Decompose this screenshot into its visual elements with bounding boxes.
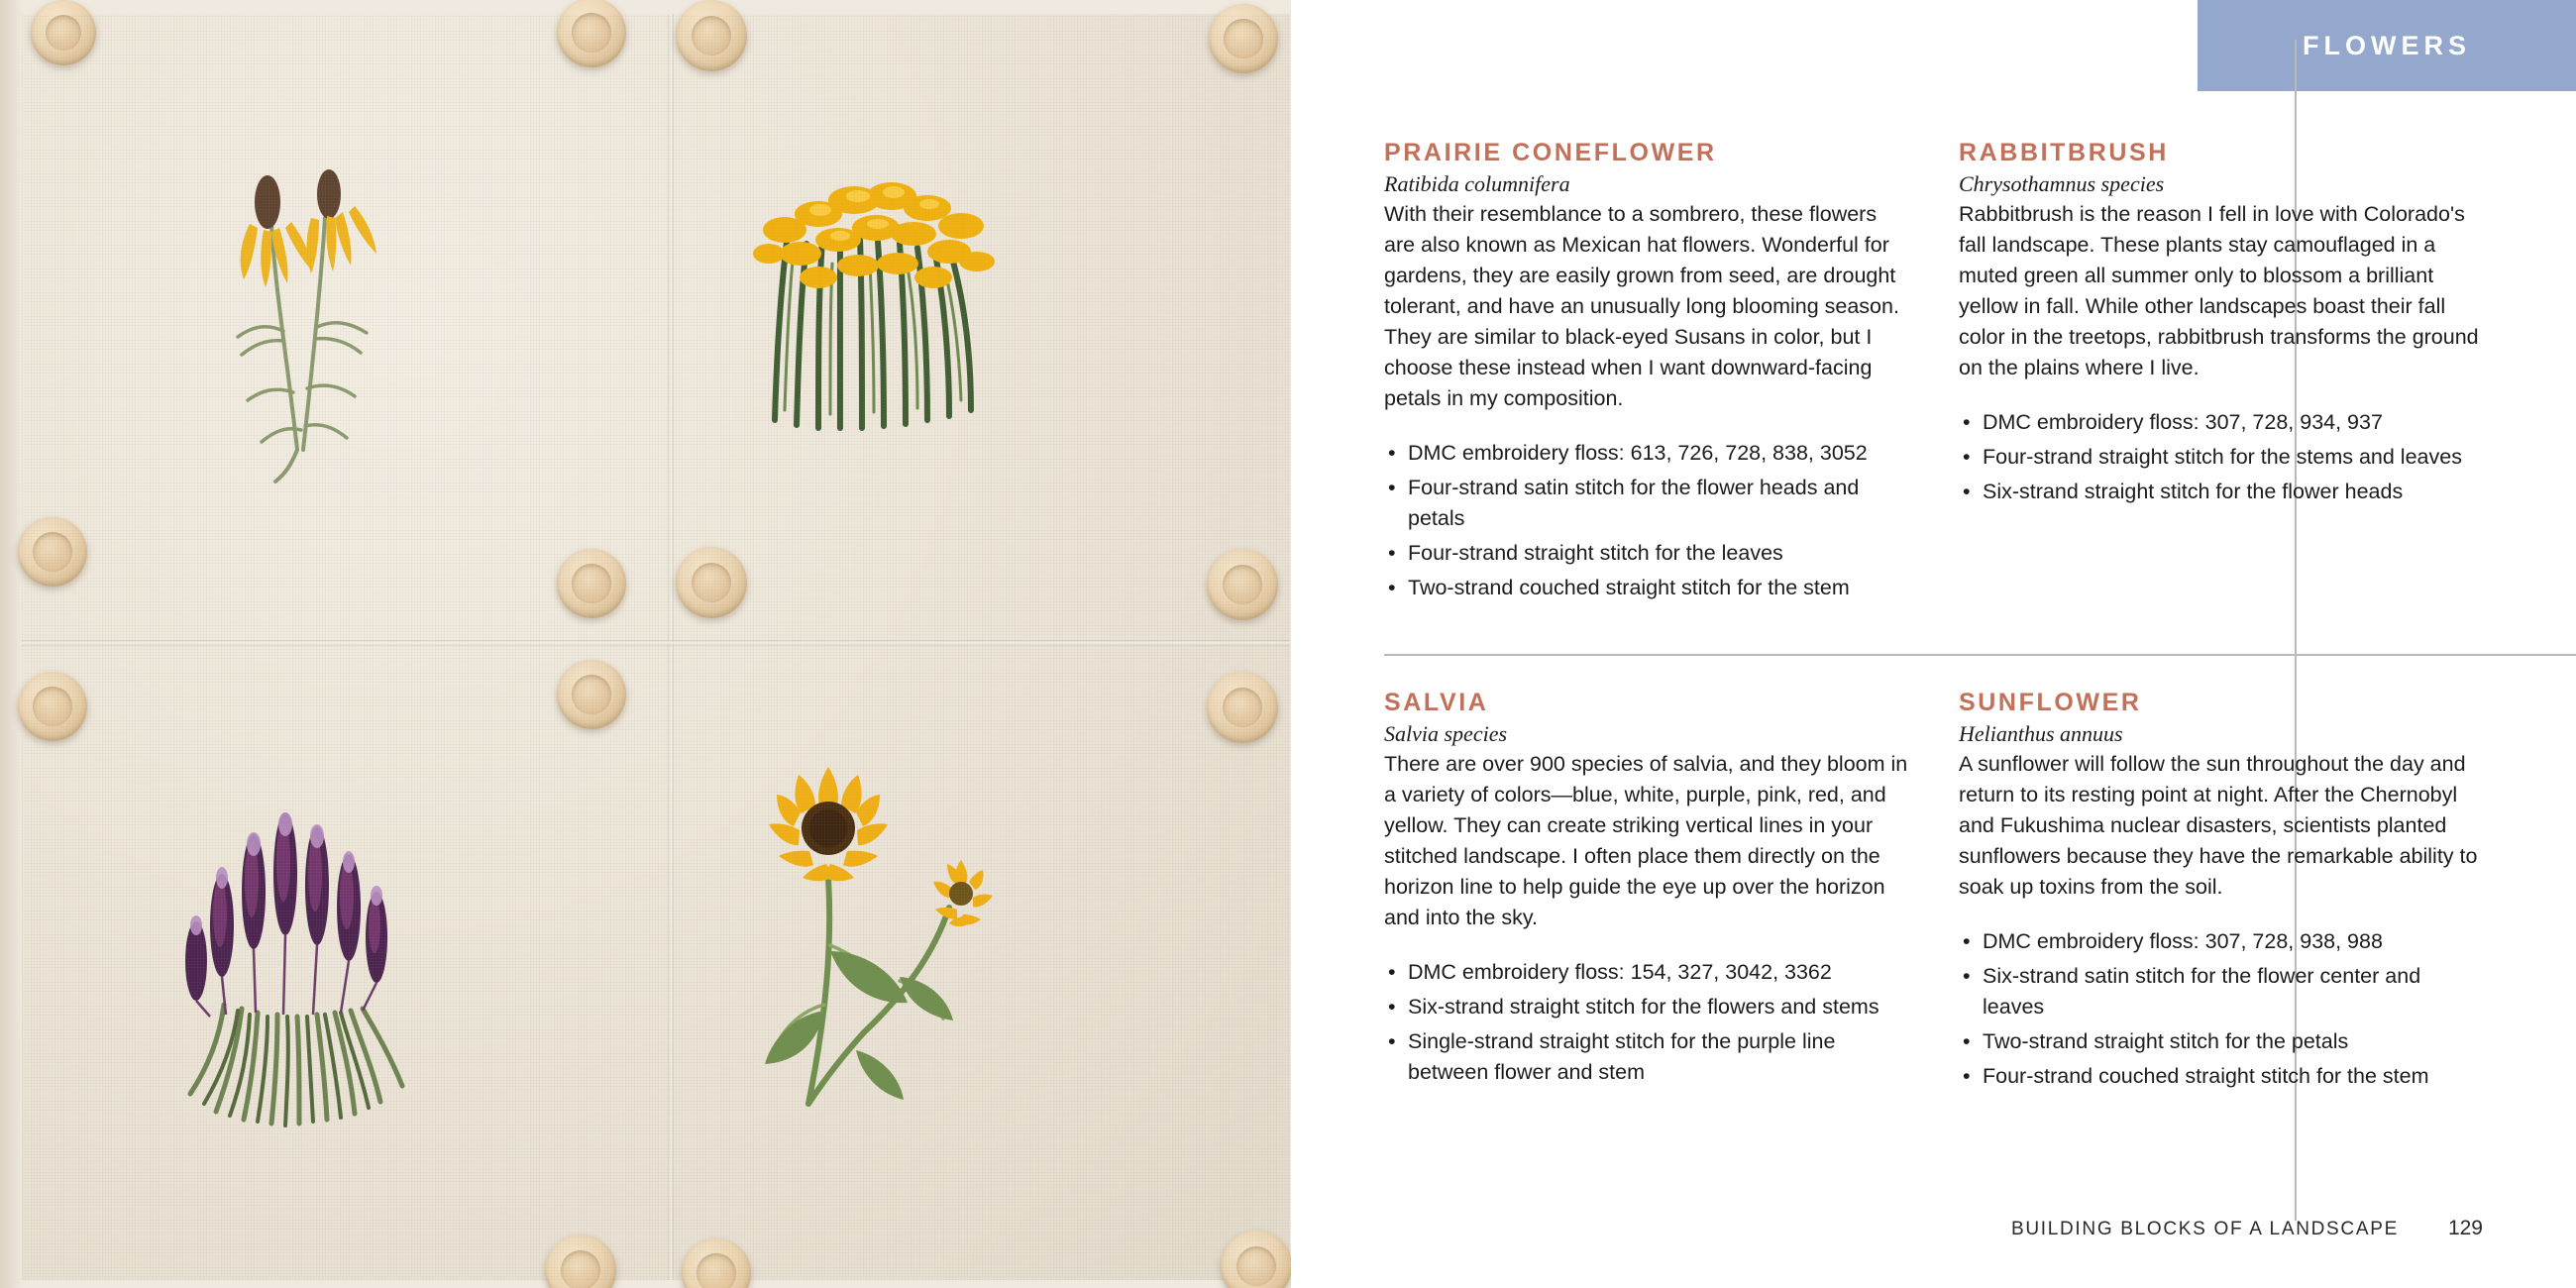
list-item: • Single-strand straight stitch for the purple line between flower and stem xyxy=(1384,1026,1909,1088)
list-item: • Four-strand couched straight stitch for the stem xyxy=(1959,1061,2484,1092)
entry-latin-name: Helianthus annuus xyxy=(1959,721,2123,746)
entry-body-text: Rabbitbrush is the reason I fell in love with Colorado's fall landscape. These plants stay camouflaged in a muted green all summer only to blossom a brilliant yellow in fall. While other landscapes boast their fall color in the treetops, rabbitbrush transforms the ground on the plains where I live. xyxy=(1959,202,2479,379)
list-item: • Two-strand straight stitch for the petals xyxy=(1959,1026,2484,1057)
chapter-label: FLOWERS xyxy=(2303,30,2471,60)
wooden-button xyxy=(557,660,626,729)
entry-title: SALVIA xyxy=(1384,689,1489,716)
list-item: • Two-strand couched straight stitch for the stem xyxy=(1384,573,1909,603)
entry-bullet-list xyxy=(1959,926,2484,1092)
photo-left-edge xyxy=(0,0,24,1288)
sunflower-embroidery xyxy=(705,767,1072,1183)
wooden-button xyxy=(1221,1231,1291,1288)
wooden-button xyxy=(1207,672,1278,743)
list-item: • Four-strand straight stitch for the stems and leaves xyxy=(1959,442,2484,473)
list-item: • DMC embroidery floss: 154, 327, 3042, 3362 xyxy=(1384,957,1909,988)
entry-bullet-list xyxy=(1384,957,1909,1088)
entry-rabbitbrush xyxy=(1959,139,2484,633)
entry-title: PRAIRIE CONEFLOWER xyxy=(1384,139,1717,166)
wooden-button xyxy=(676,0,747,71)
list-item: • Six-strand straight stitch for the flower heads xyxy=(1959,477,2484,507)
wooden-button xyxy=(31,0,96,65)
list-item: • Four-strand straight stitch for the leaves xyxy=(1384,538,1909,569)
list-item: • DMC embroidery floss: 307, 728, 938, 988 xyxy=(1959,926,2484,957)
wooden-button xyxy=(18,672,87,741)
entry-prairie-coneflower xyxy=(1384,139,1909,633)
entry-latin-name: Salvia species xyxy=(1384,721,1508,746)
entry-latin-name: Ratibida columnifera xyxy=(1384,171,1570,196)
entry-bullet-list xyxy=(1959,407,2484,507)
entry-title: SUNFLOWER xyxy=(1959,689,2142,716)
list-item: • DMC embroidery floss: 307, 728, 934, 937 xyxy=(1959,407,2484,438)
entry-body-text: There are over 900 species of salvia, and they bloom in a variety of colors—blue, white, purple, pink, red, and yellow. They can create striking vertical lines in your stitched landscape. I often place them directly on the horizon line to help guide the eye up over the horizon and into the sky. xyxy=(1384,752,1908,929)
prairie-coneflower-embroidery xyxy=(180,133,478,489)
linen-fabric-background xyxy=(22,14,1290,1280)
running-head: BUILDING BLOCKS OF A LANDSCAPE xyxy=(2010,1219,2399,1239)
entry-body-text: With their resemblance to a sombrero, these flowers are also known as Mexican hat flowers. Wonderful for gardens, they are easily grown from seed, are drought tolerant, and have an unusually long blooming season. They are similar to black-eyed Susans in color, but I choose these instead when I want downward-facing petals in my composition. xyxy=(1384,202,1899,410)
fabric-seam-vertical xyxy=(668,14,674,1280)
entry-salvia xyxy=(1384,633,1909,1122)
entry-latin-name: Chrysothamnus species xyxy=(1959,171,2165,196)
page-footer xyxy=(2011,1217,2483,1240)
salvia-embroidery xyxy=(151,767,478,1183)
wooden-button xyxy=(557,549,626,618)
wooden-button xyxy=(1207,549,1278,620)
page-number: 129 xyxy=(2447,1217,2483,1239)
entry-body-text: A sunflower will follow the sun throughout the day and return to its resting point at night. After the Chernobyl and Fukushima nuclear disasters, scientists planted sunflowers because they have the remarkable ability to soak up toxins from the soil. xyxy=(1959,752,2478,899)
entries-grid xyxy=(1384,139,2484,1122)
wooden-button xyxy=(545,1234,616,1288)
wooden-button xyxy=(676,547,747,618)
wooden-button xyxy=(18,517,87,587)
rabbitbrush-embroidery xyxy=(715,123,1052,460)
chapter-tab xyxy=(2198,0,2576,91)
entry-bullet-list xyxy=(1384,438,1909,603)
wooden-button xyxy=(682,1238,751,1288)
wooden-button xyxy=(1209,4,1278,73)
entry-title: RABBITBRUSH xyxy=(1959,139,2169,166)
list-item: • Six-strand satin stitch for the flower center and leaves xyxy=(1959,961,2484,1022)
list-item: • Four-strand satin stitch for the flower heads and petals xyxy=(1384,473,1909,534)
list-item: • DMC embroidery floss: 613, 726, 728, 838, 3052 xyxy=(1384,438,1909,469)
fabric-seam-horizontal xyxy=(22,640,1290,646)
text-page xyxy=(1291,0,2576,1288)
entry-sunflower xyxy=(1959,633,2484,1122)
wooden-button xyxy=(557,0,626,67)
list-item: • Six-strand straight stitch for the flowers and stems xyxy=(1384,992,1909,1022)
